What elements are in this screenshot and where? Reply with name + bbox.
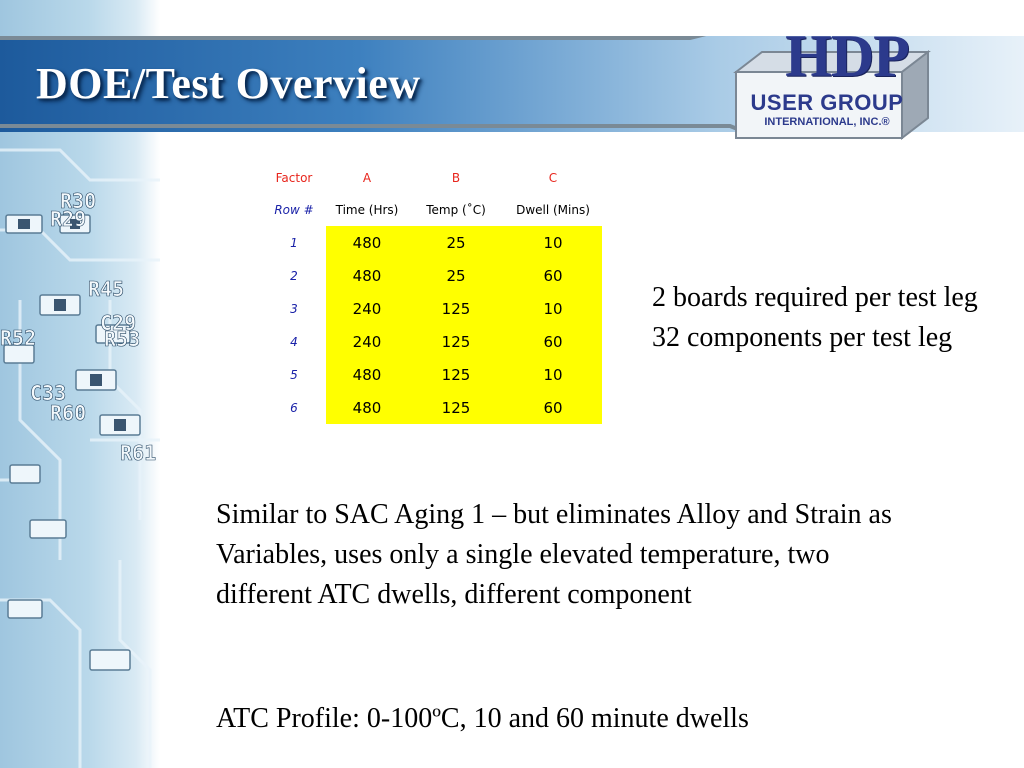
cell-temp: 125: [408, 292, 504, 325]
row-number: 3: [262, 292, 326, 325]
pcb-label-c33: C33: [30, 381, 67, 405]
header-c: C: [548, 171, 558, 185]
cell-dwell: 60: [504, 325, 602, 358]
cell-dwell: 10: [504, 292, 602, 325]
table-row: [262, 358, 602, 391]
table-header-row: [262, 162, 602, 194]
boards-note: 2 boards required per test leg: [652, 282, 978, 313]
test-leg-notes: [652, 278, 982, 358]
cell-time: 480: [326, 391, 408, 424]
doe-table: [262, 162, 602, 424]
header-a: A: [362, 171, 372, 185]
logo-international-text: INTERNATIONAL, INC.®: [764, 116, 890, 128]
cell-time: 240: [326, 292, 408, 325]
cell-dwell: 10: [504, 358, 602, 391]
subheader-temp: Temp (˚C): [426, 203, 486, 217]
cell-temp: 125: [408, 325, 504, 358]
slide-title: DOE/Test Overview: [36, 59, 421, 108]
cell-temp: 25: [408, 259, 504, 292]
table-row: [262, 259, 602, 292]
cell-dwell: 10: [504, 226, 602, 259]
pcb-label-r61: R61: [120, 441, 157, 465]
cell-temp: 125: [408, 358, 504, 391]
row-number: 6: [262, 391, 326, 424]
table-row: [262, 391, 602, 424]
pcb-label-r53: R53: [104, 327, 141, 351]
logo-user-group-text: USER GROUP: [750, 90, 904, 115]
row-number: 5: [262, 358, 326, 391]
pcb-label-r29: R29: [50, 207, 87, 231]
cell-time: 480: [326, 259, 408, 292]
cell-time: 480: [326, 226, 408, 259]
cell-time: 480: [326, 358, 408, 391]
hdp-logo: [732, 23, 932, 142]
pcb-label-r52: R52: [0, 326, 37, 350]
header-b: B: [451, 171, 461, 185]
cell-dwell: 60: [504, 391, 602, 424]
atc-profile-note: ATC Profile: 0-100ºC, 10 and 60 minute dwells: [216, 703, 749, 734]
cell-temp: 125: [408, 391, 504, 424]
cell-temp: 25: [408, 226, 504, 259]
test-description: Similar to SAC Aging 1 – but eliminates Alloy and Strain as Variables, uses only a single elevated temperature, two different ATC dwells, different component: [216, 499, 892, 610]
table-row: [262, 292, 602, 325]
row-number: 2: [262, 259, 326, 292]
subheader-dwell: Dwell (Mins): [516, 203, 590, 217]
row-number: 1: [262, 226, 326, 259]
row-number: 4: [262, 325, 326, 358]
subheader-time: Time (Hrs): [335, 203, 399, 217]
pcb-label-r45: R45: [88, 277, 125, 301]
pcb-label-c29: C29: [100, 311, 137, 335]
table-row: [262, 325, 602, 358]
logo-hdp-text: HDP: [785, 23, 909, 89]
pcb-label-r30: R30: [60, 189, 97, 213]
cell-time: 240: [326, 325, 408, 358]
table-subheader-row: [262, 194, 602, 226]
pcb-label-r60: R60: [50, 401, 87, 425]
table-row: [262, 226, 602, 259]
subheader-row-number: Row #: [274, 203, 314, 217]
components-note: 32 components per test leg: [652, 322, 953, 353]
cell-dwell: 60: [504, 259, 602, 292]
header-factor: Factor: [275, 171, 313, 185]
